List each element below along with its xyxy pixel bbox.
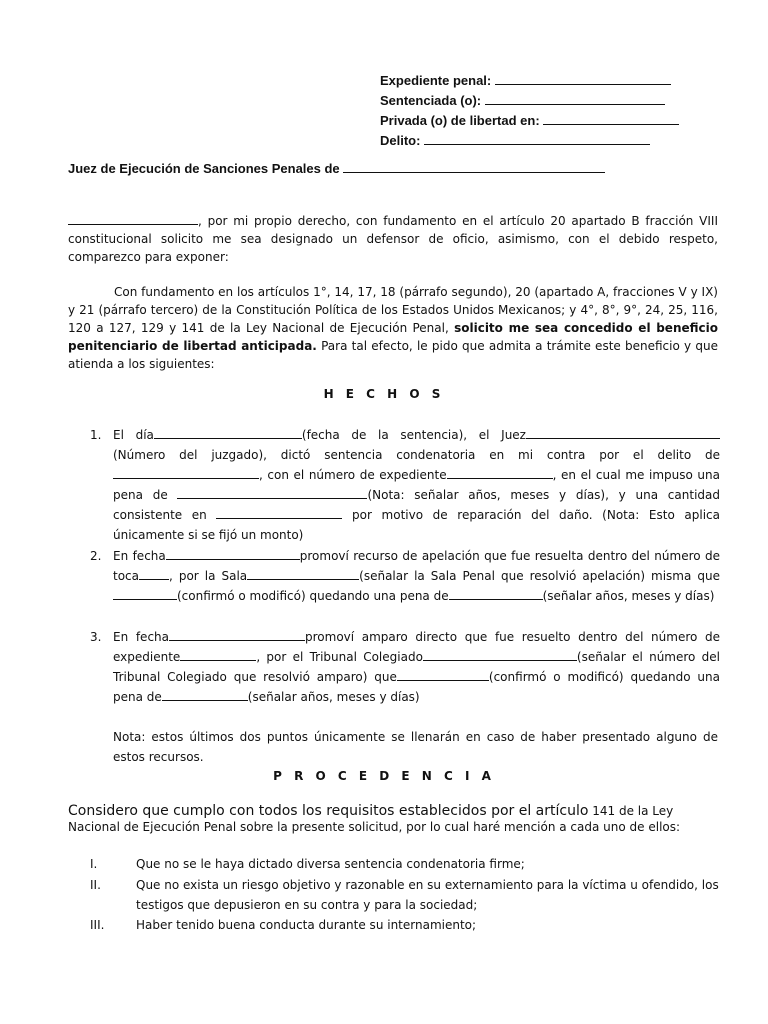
procedencia-intro-big: Considero que cumplo con todos los requisitos establecidos por el artículo xyxy=(68,803,589,819)
hecho-text: (Nota: señalar años, meses y días), y una cantidad consistente en xyxy=(113,488,720,522)
expediente-line xyxy=(380,71,740,91)
procedencia-heading: P R O C E D E N C I A xyxy=(273,769,495,783)
toca-blank[interactable] xyxy=(139,567,169,580)
sentenciada-label: Sentenciada (o): xyxy=(380,93,482,108)
procedencia-intro xyxy=(68,803,718,835)
case-header xyxy=(380,71,740,151)
requisito-text: Haber tenido buena conducta durante su internamiento; xyxy=(136,918,477,932)
hecho-text: En fecha xyxy=(113,549,166,563)
expediente-amparo-blank[interactable] xyxy=(180,648,256,661)
requisito-text: Que no exista un riesgo objetivo y razonable en su externamiento para la víctima u ofendido, los testigos que depusieron en su contra y para la sociedad; xyxy=(136,878,719,912)
hecho-item-2 xyxy=(90,546,720,606)
hecho-number: 1. xyxy=(90,428,102,442)
privada-blank[interactable] xyxy=(543,112,679,125)
hecho-text: (señalar la Sala Penal que resolvió apelación) misma que xyxy=(359,569,720,583)
hecho-text: (Número del juzgado), dictó sentencia condenatoria en mi contra por el delito de xyxy=(113,448,720,462)
fecha-apelacion-blank[interactable] xyxy=(166,547,300,560)
delito-label: Delito: xyxy=(380,133,421,148)
intro-text: , por mi propio derecho, con fundamento en el artículo 20 apartado B fracción VIII constitucional solicito me sea designado un defensor de oficio, asimismo, con el debido respeto, comparezco para exponer: xyxy=(68,214,718,264)
hecho-text: , con el número de expediente xyxy=(259,468,447,482)
expediente-hecho-blank[interactable] xyxy=(447,466,553,479)
fecha-sentencia-blank[interactable] xyxy=(154,426,302,439)
judge-line xyxy=(68,160,605,176)
hecho-text: En fecha xyxy=(113,630,169,644)
delito-line xyxy=(380,131,740,151)
tribunal-blank[interactable] xyxy=(423,648,577,661)
fecha-amparo-blank[interactable] xyxy=(169,628,305,641)
procedencia-intro-rest: 141 de la Ley Nacional de Ejecución Penal sobre la presente solicitud, por lo cual haré mención a cada uno de ellos: xyxy=(68,804,681,834)
pena-apelacion-blank[interactable] xyxy=(449,587,543,600)
name-blank[interactable] xyxy=(68,212,198,225)
hecho-text: (señalar años, meses y días) xyxy=(542,589,715,603)
hecho-text: , por la Sala xyxy=(169,569,248,583)
sala-blank[interactable] xyxy=(247,567,359,580)
hecho-text: (confirmó o modificó) quedando una pena de xyxy=(113,670,720,704)
requisito-number: I. xyxy=(90,857,98,871)
pena-blank[interactable] xyxy=(177,486,367,499)
hecho-text: por motivo de reparación del daño. (Nota: Esto aplica únicamente si se fijó un monto) xyxy=(113,508,720,542)
intro-paragraph xyxy=(68,212,718,266)
juzgado-blank[interactable] xyxy=(526,426,720,439)
requisito-text: Que no se le haya dictado diversa sentencia condenatoria firme; xyxy=(136,857,525,871)
hecho-item-3 xyxy=(90,627,720,707)
expediente-blank[interactable] xyxy=(495,72,671,85)
requisito-item-2 xyxy=(90,875,720,915)
requisito-number: II. xyxy=(90,878,101,892)
judge-blank[interactable] xyxy=(343,160,605,173)
requisito-item-3 xyxy=(90,915,720,935)
fundamento-bold: solicito me sea concedido el beneficio penitenciario de libertad anticipada. xyxy=(68,321,718,353)
hecho-text: promoví recurso de apelación que fue resuelta dentro del número de toca xyxy=(113,549,720,583)
hecho-item-1 xyxy=(90,425,720,545)
delito-blank[interactable] xyxy=(424,132,650,145)
hecho-text: promoví amparo directo que fue resuelto dentro del número de expediente xyxy=(113,630,720,664)
sentenciada-blank[interactable] xyxy=(485,92,665,105)
hecho-text: El día xyxy=(113,428,154,442)
hechos-heading: H E C H O S xyxy=(323,387,445,401)
delito-hecho-blank[interactable] xyxy=(113,466,259,479)
fundamento-paragraph xyxy=(68,283,718,373)
privada-line xyxy=(380,111,740,131)
confirmo-apelacion-blank[interactable] xyxy=(113,587,177,600)
hecho-number: 2. xyxy=(90,549,102,563)
confirmo-amparo-blank[interactable] xyxy=(397,668,489,681)
hecho-number: 3. xyxy=(90,630,102,644)
privada-label: Privada (o) de libertad en: xyxy=(380,113,540,128)
requisito-item-1 xyxy=(90,854,720,874)
monto-blank[interactable] xyxy=(216,506,342,519)
hecho-text: (fecha de la sentencia), el Juez xyxy=(301,428,526,442)
nota-text: Nota: estos últimos dos puntos únicamente se llenarán en caso de haber presentado alguno de estos recursos. xyxy=(113,730,718,764)
hecho-text: (señalar el número del Tribunal Colegiado que resolvió amparo) que xyxy=(113,650,721,684)
hecho-text: (señalar años, meses y días) xyxy=(247,690,420,704)
requisito-number: III. xyxy=(90,918,105,932)
hecho-text: , por el Tribunal Colegiado xyxy=(256,650,423,664)
hecho-text: , en el cual me impuso una pena de xyxy=(113,468,720,502)
expediente-label: Expediente penal: xyxy=(380,73,492,88)
sentenciada-line xyxy=(380,91,740,111)
judge-label: Juez de Ejecución de Sanciones Penales de xyxy=(68,161,340,176)
hecho-text: (confirmó o modificó) quedando una pena de xyxy=(177,589,449,603)
fundamento-part1: Con fundamento en los artículos 1°, 14, 17, 18 (párrafo segundo), 20 (apartado A, fracciones V y IX) y 21 (párrafo tercero) de la Constitución Política de los Estados Unidos Mexicanos; y 4°, 8°, 9°, 24, 25, 116, 120 a 127, 129 y 141 de la Ley Nacional de Ejecución Penal, xyxy=(68,285,718,335)
fundamento-part2: Para tal efecto, le pido que admita a trámite este beneficio y que atienda a los siguientes: xyxy=(68,339,718,371)
pena-amparo-blank[interactable] xyxy=(162,688,248,701)
